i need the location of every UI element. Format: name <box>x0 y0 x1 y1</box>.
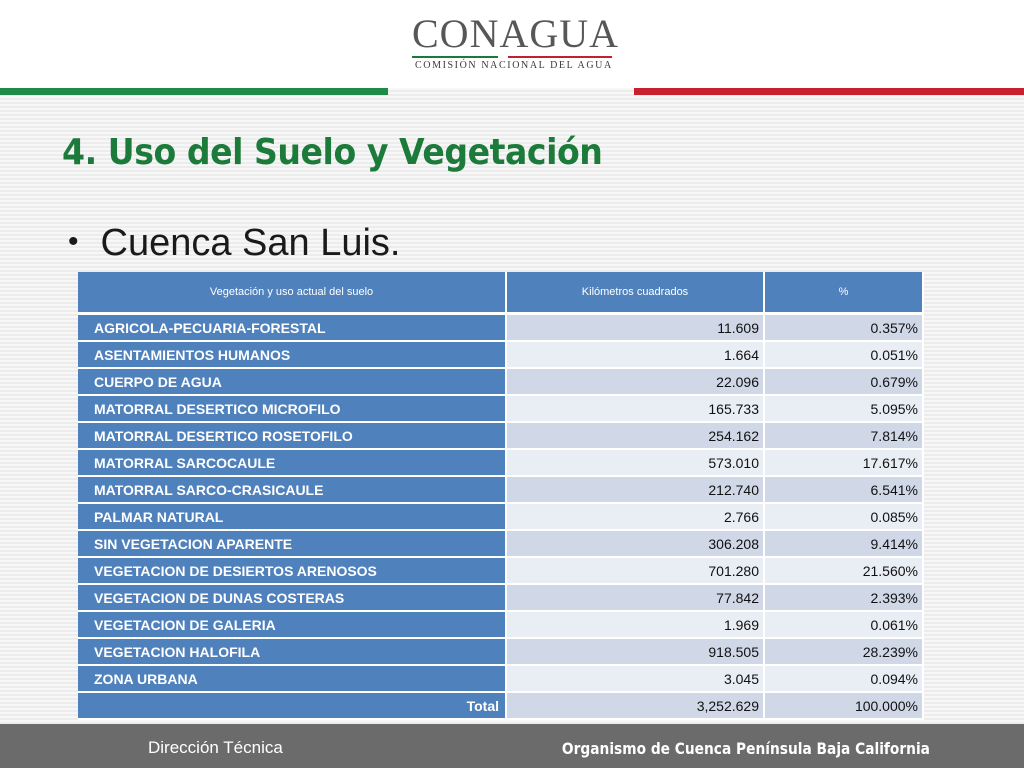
row-name: SIN VEGETACION APARENTE <box>78 531 507 558</box>
row-percent: 7.814% <box>765 423 924 450</box>
row-percent: 0.051% <box>765 342 924 369</box>
column-header-vegetation: Vegetación y uso actual del suelo <box>78 272 507 315</box>
logo-underline-green <box>412 56 498 58</box>
table-row <box>78 369 924 396</box>
row-percent: 0.085% <box>765 504 924 531</box>
row-percent: 0.061% <box>765 612 924 639</box>
row-percent: 17.617% <box>765 450 924 477</box>
logo-subtitle: COMISIÓN NACIONAL DEL AGUA <box>415 60 613 71</box>
row-name: MATORRAL DESERTICO ROSETOFILO <box>78 423 507 450</box>
header <box>0 0 1024 88</box>
total-label: Total <box>78 693 507 720</box>
footer-department: Dirección Técnica <box>148 738 283 757</box>
row-km2: 22.096 <box>507 369 765 396</box>
row-km2: 3.045 <box>507 666 765 693</box>
table-row <box>78 396 924 423</box>
row-percent: 9.414% <box>765 531 924 558</box>
row-name: AGRICOLA-PECUARIA-FORESTAL <box>78 315 507 342</box>
row-percent: 0.357% <box>765 315 924 342</box>
row-name: VEGETACION DE GALERIA <box>78 612 507 639</box>
table-row <box>78 531 924 558</box>
table-row <box>78 477 924 504</box>
row-km2: 77.842 <box>507 585 765 612</box>
land-use-table <box>78 272 924 720</box>
bullet-text: Cuenca San Luis. <box>100 222 401 264</box>
row-percent: 6.541% <box>765 477 924 504</box>
row-name: MATORRAL SARCO-CRASICAULE <box>78 477 507 504</box>
table-total-row <box>78 693 924 720</box>
row-percent: 28.239% <box>765 639 924 666</box>
row-percent: 0.679% <box>765 369 924 396</box>
column-header-km2: Kilómetros cuadrados <box>507 272 765 315</box>
table-row <box>78 585 924 612</box>
row-km2: 1.969 <box>507 612 765 639</box>
footer-organization: Organismo de Cuenca Península Baja California <box>561 739 930 758</box>
row-km2: 212.740 <box>507 477 765 504</box>
header-bar-red <box>634 88 1024 95</box>
column-header-percent: % <box>765 272 924 315</box>
row-name: CUERPO DE AGUA <box>78 369 507 396</box>
row-name: ASENTAMIENTOS HUMANOS <box>78 342 507 369</box>
row-km2: 306.208 <box>507 531 765 558</box>
total-km2: 3,252.629 <box>507 693 765 720</box>
row-percent: 5.095% <box>765 396 924 423</box>
footer-bar <box>0 724 1024 768</box>
row-km2: 11.609 <box>507 315 765 342</box>
header-bar-green <box>0 88 388 95</box>
table-row <box>78 639 924 666</box>
row-percent: 21.560% <box>765 558 924 585</box>
logo-underline-red <box>508 56 612 58</box>
row-km2: 918.505 <box>507 639 765 666</box>
table-row <box>78 315 924 342</box>
row-name: ZONA URBANA <box>78 666 507 693</box>
row-km2: 573.010 <box>507 450 765 477</box>
bullet-icon: • <box>68 225 79 258</box>
table-row <box>78 504 924 531</box>
row-km2: 1.664 <box>507 342 765 369</box>
total-percent: 100.000% <box>765 693 924 720</box>
row-percent: 2.393% <box>765 585 924 612</box>
row-km2: 165.733 <box>507 396 765 423</box>
row-name: MATORRAL DESERTICO MICROFILO <box>78 396 507 423</box>
row-name: VEGETACION DE DESIERTOS ARENOSOS <box>78 558 507 585</box>
table-row <box>78 450 924 477</box>
table-row <box>78 342 924 369</box>
row-km2: 254.162 <box>507 423 765 450</box>
table-row <box>78 423 924 450</box>
row-name: PALMAR NATURAL <box>78 504 507 531</box>
bullet-item <box>68 222 401 265</box>
logo-wordmark: CONAGUA <box>412 11 619 56</box>
row-km2: 2.766 <box>507 504 765 531</box>
table-header-row <box>78 272 924 315</box>
conagua-logo <box>412 11 619 74</box>
table-row <box>78 612 924 639</box>
row-km2: 701.280 <box>507 558 765 585</box>
row-percent: 0.094% <box>765 666 924 693</box>
row-name: MATORRAL SARCOCAULE <box>78 450 507 477</box>
table-row <box>78 558 924 585</box>
slide-title: 4. Uso del Suelo y Vegetación <box>62 132 603 173</box>
table-row <box>78 666 924 693</box>
row-name: VEGETACION DE DUNAS COSTERAS <box>78 585 507 612</box>
row-name: VEGETACION HALOFILA <box>78 639 507 666</box>
